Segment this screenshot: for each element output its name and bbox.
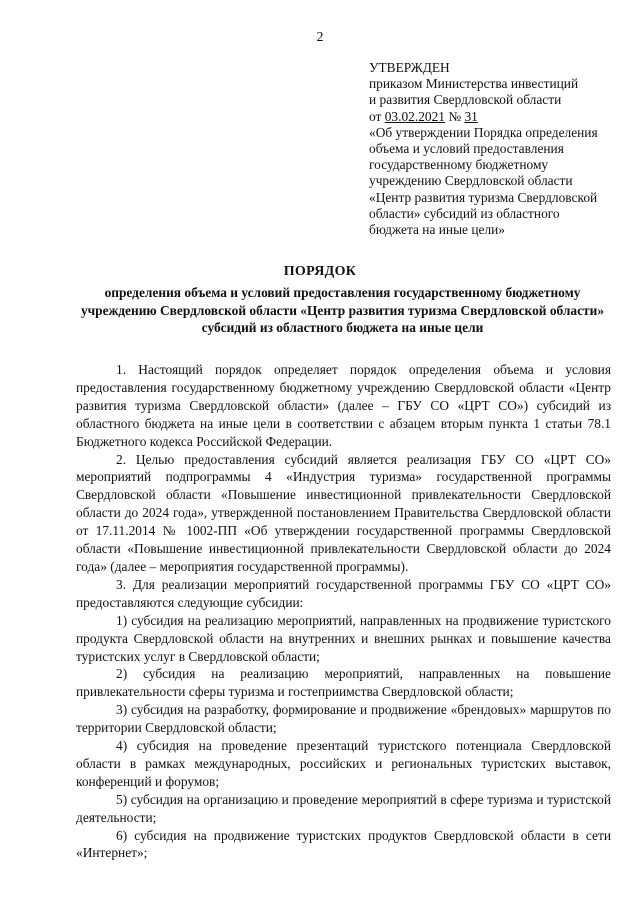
paragraph: 2. Целью предоставления субсидий является реализация ГБУ СО «ЦРТ СО» мероприятий подпрограммы 4 «Индустрия туризма» государственной программы Свердловской области «Повышение инвестиционной привлекательности Свердловской области до 2024 года», утвержденной постановлением Правительства Свердловской области от 17.11.2014 № 1002-ПП «Об утверждении государственной программы Свердловской области «Повышение инвестиционной привлекательности Свердловской области до 2024 года» (далее – мероприятия государственной программы). — [76, 451, 611, 574]
approval-title-line: «Центр развития туризма Свердловской — [369, 189, 598, 205]
paragraph: 2) субсидия на реализацию мероприятий, направленных на повышение привлекательности сферы туризма и гостеприимства Свердловской области; — [76, 666, 611, 700]
approval-line: и развития Свердловской области — [369, 92, 562, 108]
date-prefix: от — [369, 108, 385, 124]
paragraph: 4) субсидия на проведение презентаций туристского потенциала Свердловской области в рамках международных, российских и региональных туристских выставок, конференций и форумов; — [76, 738, 611, 789]
paragraph: 5) субсидия на организацию и проведение мероприятий в сфере туризма и туристской деятельности; — [76, 791, 611, 825]
document-title: ПОРЯДОК — [283, 264, 357, 279]
approval-title-line: объема и условий предоставления — [369, 141, 564, 157]
number-label: № — [444, 108, 465, 124]
approval-heading: УТВЕРЖДЕН — [369, 60, 450, 75]
approval-title-line: «Об утверждении Порядка определения — [369, 124, 598, 140]
document-subtitle: определения объема и условий предоставления государственному бюджетному учреждению Свердловской области «Центр развития туризма Свердловской области» субсидий из областного бюджета на иные цели — [80, 285, 605, 335]
approval-block — [369, 60, 619, 238]
approval-title-line: государственному бюджетному — [369, 157, 549, 173]
approval-number: 31 — [464, 108, 478, 124]
approval-line: приказом Министерства инвестиций — [369, 76, 579, 92]
approval-title-line: бюджета на иные цели» — [369, 222, 506, 238]
approval-title-line: области» субсидий из областного — [369, 205, 560, 221]
approval-date-line — [369, 109, 619, 125]
paragraph: 3) субсидия на разработку, формирование и продвижение «брендовых» маршрутов по территории Свердловской области; — [76, 702, 611, 736]
approval-title-line: учреждению Свердловской области — [369, 173, 573, 189]
document-body — [76, 361, 611, 862]
paragraph: 6) субсидия на продвижение туристских продуктов Свердловской области в сети «Интернет»; — [76, 827, 611, 861]
approval-date: 03.02.2021 — [384, 108, 445, 124]
page-number: 2 — [316, 30, 324, 45]
paragraph: 1) субсидия на реализацию мероприятий, направленных на продвижение туристского продукта Свердловской области на внутренних и внешних рынках и повышение качества туристских услуг в Свердловской области; — [76, 612, 611, 664]
paragraph: 1. Настоящий порядок определяет порядок определения объема и условия предоставления государственному бюджетному учреждению Свердловской области «Центр развития туризма Свердловской области» (далее – ГБУ СО «ЦРТ СО») субсидий из областного бюджета на иные цели в соответствии с абзацем вторым пункта 1 статьи 78.1 Бюджетного кодекса Российской Федерации. — [76, 362, 611, 449]
paragraph: 3. Для реализации мероприятий государственной программы ГБУ СО «ЦРТ СО» предоставляются следующие субсидии: — [76, 576, 611, 610]
